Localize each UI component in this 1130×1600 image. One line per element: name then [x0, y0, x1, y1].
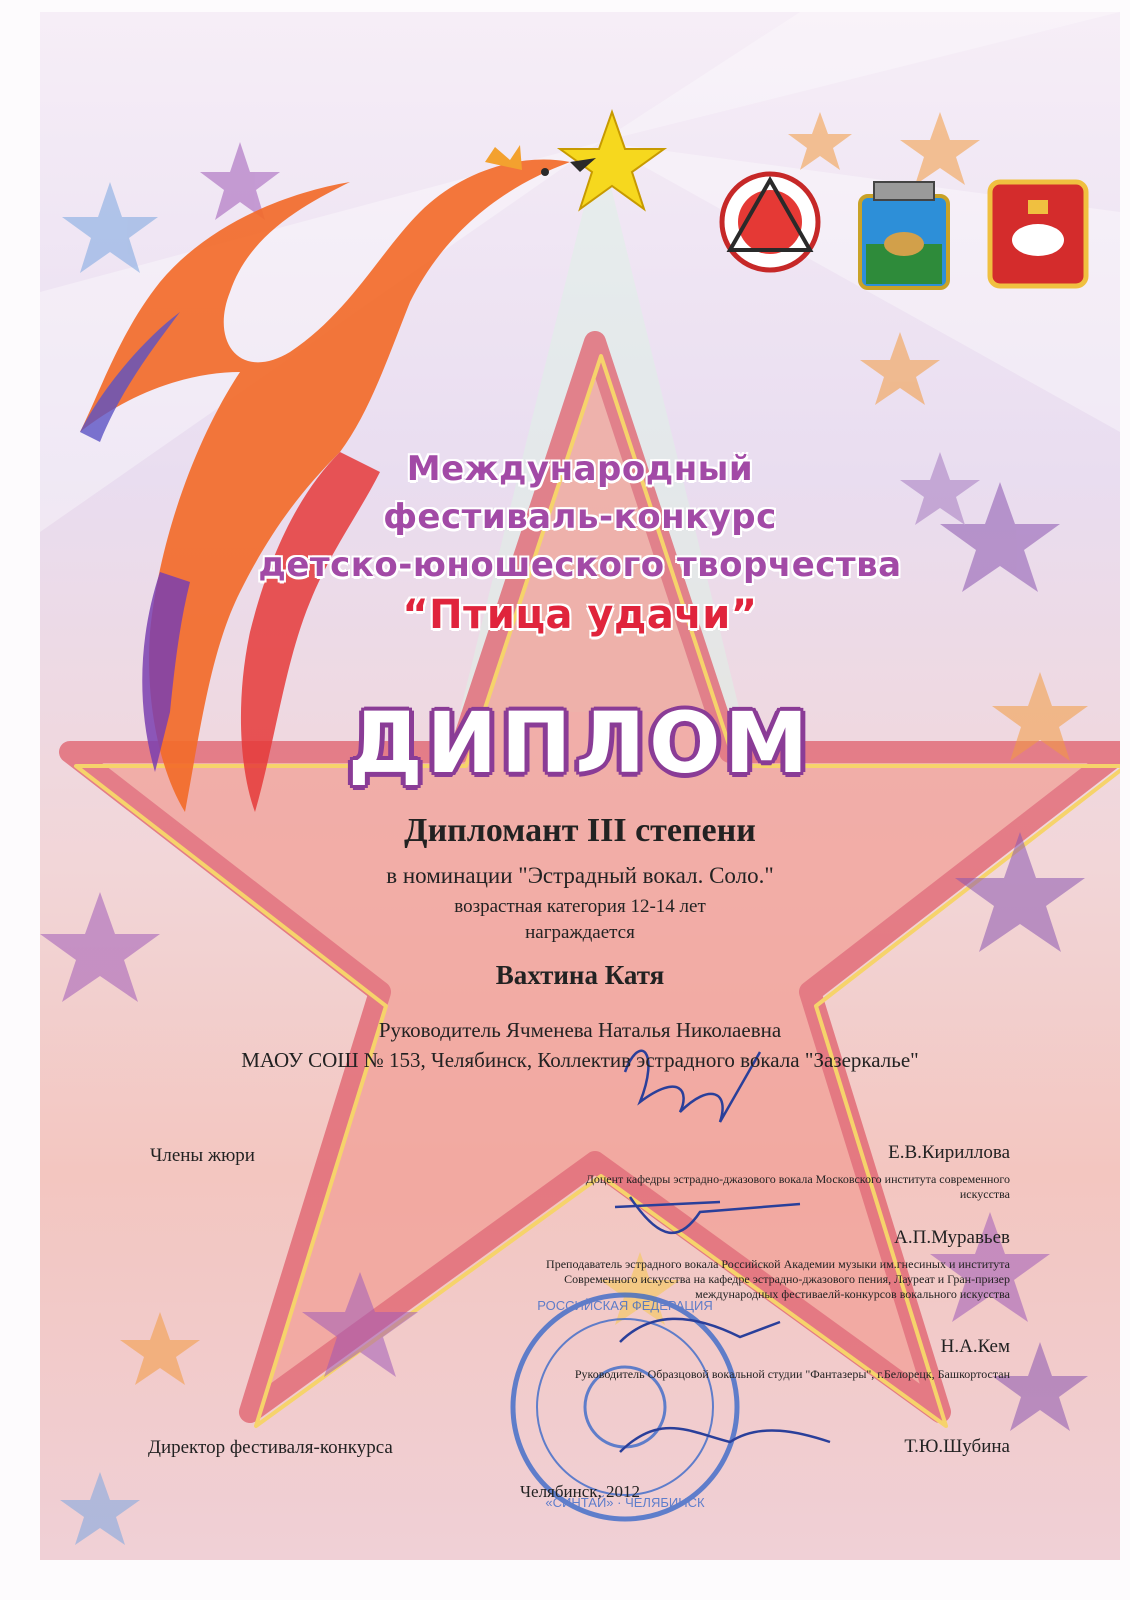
festival-title-line-1: Международный: [406, 449, 754, 489]
jury-label: Члены жюри: [150, 1145, 255, 1166]
jury-member-1-name: Е.В.Кириллова: [888, 1142, 1010, 1163]
awarded-text: награждается: [525, 922, 635, 943]
award-title: Дипломант III степени: [404, 812, 756, 849]
svg-text:«СИНТАЙ» · ЧЕЛЯБИНСК: «СИНТАЙ» · ЧЕЛЯБИНСК: [545, 1495, 705, 1510]
chelyabinsk-region-coat: [990, 182, 1086, 286]
festival-name: “Птица удачи”: [402, 592, 758, 638]
jury-member-3-name: Н.А.Кем: [940, 1336, 1010, 1357]
director-label: Директор фестиваля-конкурса: [148, 1437, 393, 1458]
leader-text: Руководитель Ячменева Наталья Николаевна: [378, 1018, 782, 1042]
diploma-sheet: [40, 12, 1120, 1560]
jury-member-1-desc: Доцент кафедры эстрадно-джазового вокала Московского института современного искусства: [585, 1172, 1010, 1201]
svg-text:РОССИЙСКАЯ ФЕДЕРАЦИЯ: РОССИЙСКАЯ ФЕДЕРАЦИЯ: [537, 1298, 713, 1313]
jury-member-2-desc: Преподаватель эстрадного вокала Российской Академии музыки им.гнесиных и института Современного искусства на кафедре эстрадно-джазового пения, Лауреат и Гран-призер международных фестиваелй-конкурсов вокального искусства: [546, 1257, 1010, 1301]
organization-text: МАОУ СОШ № 153, Челябинск, Коллектив эстрадного вокала "Зазеркалье": [241, 1048, 919, 1072]
age-category-text: возрастная категория 12-14 лет: [454, 896, 706, 917]
nomination-text: в номинации "Эстрадный вокал. Соло.": [386, 863, 774, 888]
jury-member-3-desc: Руководитель Образцовой вокальной студии "Фантазеры", г.Белорецк, Башкортостан: [574, 1367, 1010, 1381]
city-year: Челябинск, 2012: [519, 1482, 641, 1501]
festival-title-line-3: детско-юношеского творчества: [258, 545, 902, 585]
recipient-name: Вахтина Катя: [495, 960, 665, 990]
festival-title-line-2: фестиваль-конкурс: [383, 497, 777, 537]
sintai-logo: [722, 174, 818, 270]
chelyabinsk-city-coat: [860, 182, 948, 288]
diploma-heading: ДИПЛОМ: [347, 694, 813, 792]
jury-member-2-name: А.П.Муравьев: [894, 1227, 1010, 1248]
director-name: Т.Ю.Шубина: [904, 1436, 1010, 1457]
